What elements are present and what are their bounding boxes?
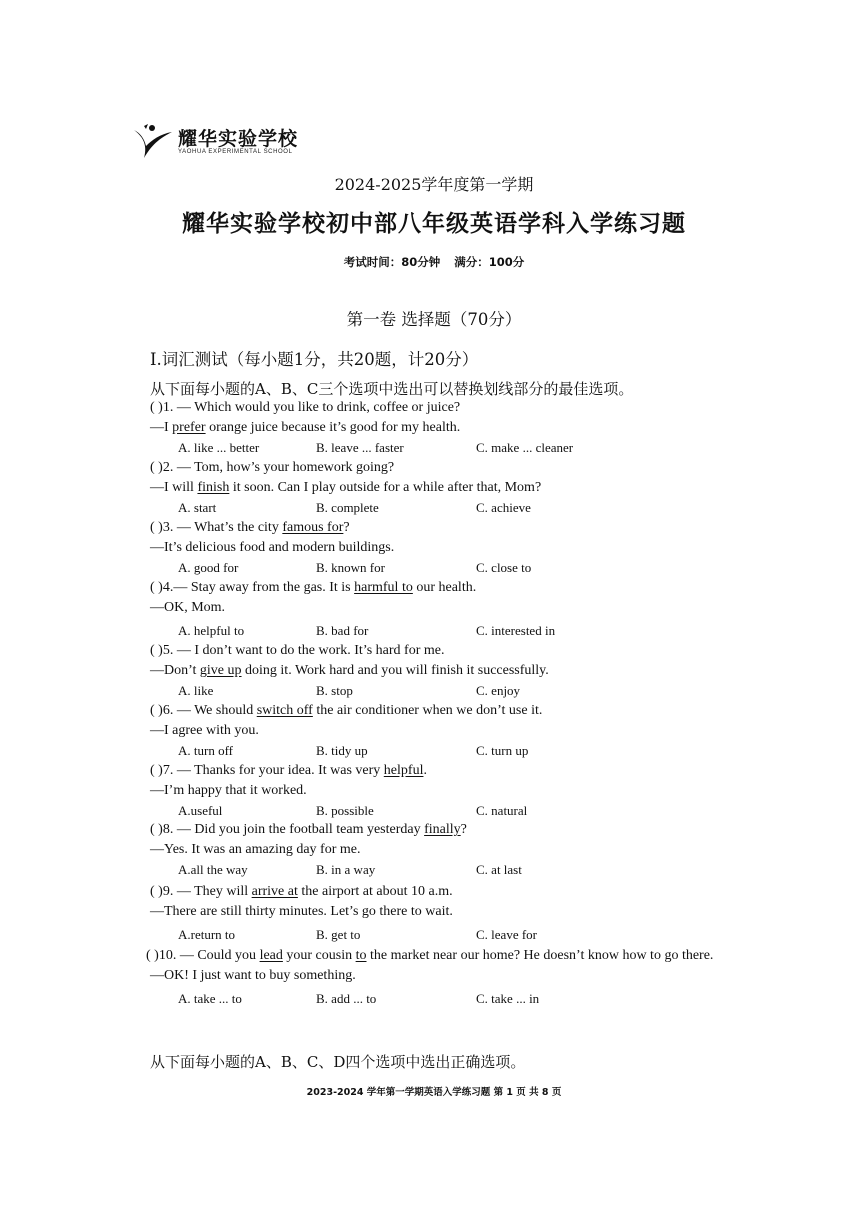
question-3-option-b: B. known for: [316, 560, 385, 575]
question-9-option-a: A.return to: [178, 927, 236, 942]
underlined-term: famous for: [282, 520, 344, 535]
question-6-option-a: A. turn off: [178, 743, 234, 758]
question-text: ( )10. — Could you: [146, 948, 260, 963]
question-10-prompt: [146, 948, 713, 964]
question-text: ( )2. — Tom, how’s your homework going?: [150, 460, 395, 475]
logo-school-name: 耀华实验学校: [178, 128, 299, 150]
reply-text: —I agree with you.: [150, 723, 259, 738]
question-2-option-c: C. achieve: [476, 500, 531, 515]
underlined-term: give up: [199, 663, 242, 678]
question-text: .: [423, 763, 427, 778]
underlined-term: prefer: [172, 420, 206, 435]
reply-text: —It’s delicious food and modern buildings.: [150, 540, 395, 555]
question-1-option-a: A. like ... better: [178, 440, 260, 455]
question-7-option-a: A.useful: [178, 803, 223, 818]
question-text: the airport at about 10 a.m.: [297, 884, 453, 899]
reply-text: doing it. Work hard and you will finish it successfully.: [241, 663, 549, 678]
reply-text: —OK, Mom.: [150, 600, 226, 615]
reply-text: —I will: [150, 480, 198, 495]
question-text: ( )6. — We should: [150, 703, 257, 718]
question-6-prompt: [150, 703, 542, 719]
school-logo: [132, 122, 332, 162]
question-5-option-b: B. stop: [316, 683, 353, 698]
question-5-option-a: A. like: [178, 683, 214, 698]
question-1-option-c: C. make ... cleaner: [476, 440, 574, 455]
question-7-option-b: B. possible: [316, 803, 374, 818]
question-7-reply: [150, 783, 307, 799]
page-title: 耀华实验学校初中部八年级英语学科入学练习题: [182, 211, 686, 237]
question-4-prompt: [150, 580, 476, 596]
question-6-option-b: B. tidy up: [316, 743, 368, 758]
question-6-option-c: C. turn up: [476, 743, 529, 758]
reply-text: it soon. Can I play outside for a while after that, Mom?: [229, 480, 542, 495]
question-text: ?: [343, 520, 350, 535]
question-6-reply: [150, 723, 259, 739]
underlined-term: finally: [424, 822, 461, 837]
reply-text: orange juice because it’s good for my health.: [205, 420, 461, 435]
question-8-option-b: B. in a way: [316, 862, 376, 877]
underlined-term: finish: [197, 480, 230, 495]
question-1-option-b: B. leave ... faster: [316, 440, 404, 455]
reply-text: —Yes. It was an amazing day for me.: [150, 842, 361, 857]
question-text: the market near our home? He doesn’t know how to go there.: [366, 948, 714, 963]
question-text: ( )8. — Did you join the football team yesterday: [150, 822, 425, 837]
question-4-option-c: C. interested in: [476, 623, 556, 638]
question-2-option-b: B. complete: [316, 500, 379, 515]
exam-info: [0, 254, 868, 270]
question-10-option-b: B. add ... to: [316, 991, 377, 1006]
section-title: I.词汇测试（每小题1分，共20题，计20分）: [150, 350, 479, 369]
question-9-option-c: C. leave for: [476, 927, 538, 942]
question-8-option-a: A.all the way: [178, 862, 248, 877]
question-text: ( )5. — I don’t want to do the work. It’s hard for me.: [150, 643, 445, 658]
question-9-option-b: B. get to: [316, 927, 361, 942]
question-2-prompt: [150, 460, 394, 476]
instruction-2: 从下面每小题的A、B、C、D四个选项中选出正确选项。: [150, 1053, 526, 1071]
logo-school-subtitle: YAOHUA EXPERIMENTAL SCHOOL: [178, 149, 293, 155]
question-9-prompt: [150, 884, 453, 900]
question-text: ( )1. — Which would you like to drink, coffee or juice?: [150, 400, 461, 415]
instruction-1: 从下面每小题的A、B、C三个选项中选出可以替换划线部分的最佳选项。: [150, 380, 634, 398]
question-3-reply: [150, 540, 394, 556]
underlined-term: to: [355, 948, 367, 963]
question-1-reply: [150, 420, 460, 436]
reply-text: —I’m happy that it worked.: [150, 783, 307, 798]
question-3-prompt: [150, 520, 350, 536]
reply-text: —OK! I just want to buy something.: [150, 968, 356, 983]
exam-time: 考试时间：80分钟: [343, 255, 441, 269]
question-2-reply: [150, 480, 541, 496]
question-text: your cousin: [282, 948, 356, 963]
term-heading: 2024-2025学年度第一学期: [334, 175, 534, 194]
question-4-option-a: A. helpful to: [178, 623, 245, 638]
question-text: ( )3. — What’s the city: [150, 520, 283, 535]
question-text: our health.: [412, 580, 477, 595]
question-text: ( )9. — They will: [150, 884, 252, 899]
page-footer: 2023-2024 学年第一学期英语入学练习题 第 1 页 共 8 页: [306, 1087, 562, 1098]
question-text: the air conditioner when we don’t use it.: [312, 703, 543, 718]
question-1-prompt: [150, 400, 460, 416]
question-3-option-c: C. close to: [476, 560, 532, 575]
question-5-option-c: C. enjoy: [476, 683, 521, 698]
question-2-option-a: A. start: [178, 500, 217, 515]
volume-title: 第一卷 选择题（70分）: [346, 310, 522, 329]
underlined-term: harmful to: [354, 580, 413, 595]
underlined-term: lead: [259, 948, 283, 963]
question-5-prompt: [150, 643, 444, 659]
question-8-prompt: [150, 822, 467, 838]
question-5-reply: [150, 663, 549, 679]
school-emblem-icon: [132, 122, 174, 160]
question-7-prompt: [150, 763, 427, 779]
question-3-option-a: A. good for: [178, 560, 239, 575]
question-8-reply: [150, 842, 360, 858]
question-10-reply: [150, 968, 356, 984]
question-10-option-c: C. take ... in: [476, 991, 540, 1006]
reply-text: —I: [150, 420, 173, 435]
reply-text: —Don’t: [150, 663, 200, 678]
question-4-reply: [150, 600, 225, 616]
question-9-reply: [150, 904, 453, 920]
underlined-term: helpful: [383, 763, 424, 778]
full-score: 满分：100分: [454, 255, 525, 269]
question-8-option-c: C. at last: [476, 862, 522, 877]
question-7-option-c: C. natural: [476, 803, 528, 818]
question-text: ?: [460, 822, 467, 837]
question-4-option-b: B. bad for: [316, 623, 369, 638]
question-text: ( )7. — Thanks for your idea. It was very: [150, 763, 384, 778]
reply-text: —There are still thirty minutes. Let’s go there to wait.: [150, 904, 453, 919]
question-10-option-a: A. take ... to: [178, 991, 242, 1006]
underlined-term: switch off: [256, 703, 313, 718]
underlined-term: arrive at: [251, 884, 298, 899]
question-text: ( )4.— Stay away from the gas. It is: [150, 580, 355, 595]
